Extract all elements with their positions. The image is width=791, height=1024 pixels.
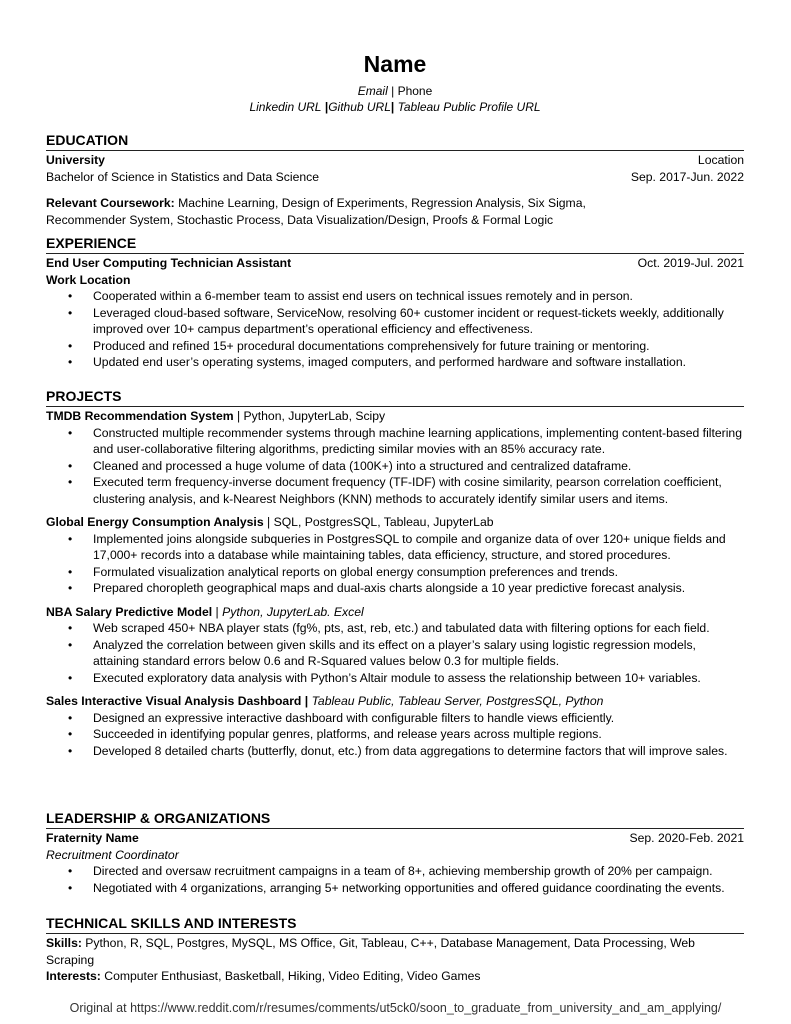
github-link[interactable]: Github URL (328, 100, 391, 114)
school-location: Location (697, 153, 744, 167)
project-item (46, 693, 744, 759)
linkedin-link[interactable]: Linkedin URL (249, 100, 322, 114)
section-title: EXPERIENCE (46, 234, 744, 254)
interests-line (46, 968, 744, 985)
project-item (46, 408, 744, 507)
education-row-1 (46, 152, 744, 169)
bullet-item: • Developed 8 detailed charts (butterfly, donut, etc.) from data aggregations to determine factors that will improve sales. (46, 743, 744, 760)
coursework-line-2: Recommender System, Stochastic Process, Data Visualization/Design, Proofs & Formal Logic (46, 212, 554, 227)
project-header: NBA Salary Predictive Model | Python, JupyterLab. Excel (46, 604, 364, 619)
section-title: PROJECTS (46, 387, 744, 407)
project-name: TMDB Recommendation System (46, 409, 234, 423)
bullet-item: • Formulated visualization analytical reports on global energy consumption preferences and trends. (46, 564, 744, 581)
org-bullets (46, 863, 744, 896)
tableau-link[interactable]: Tableau Public Profile URL (397, 100, 541, 114)
separator: | (390, 100, 395, 114)
bullet-item: • Constructed multiple recommender systems through machine learning applications, implementing content-based filtering and user-collaborative filtering algorithms, predicting similar movies with an 85% accuracy rate. (46, 425, 744, 458)
contact-line-1 (46, 83, 744, 100)
separator: | (324, 100, 329, 114)
bullet-item: • Succeeded in identifying popular genres, platforms, and release years across multiple regions. (46, 726, 744, 743)
bullet-item: • Cooperated within a 6-member team to assist end users on technical issues remotely and in person. (46, 288, 744, 305)
project-name: NBA Salary Predictive Model (46, 604, 213, 619)
org-dates: Sep. 2020-Feb. 2021 (629, 831, 744, 845)
project-item (46, 514, 744, 597)
skills-section (46, 914, 744, 985)
bullet-item: • Web scraped 450+ NBA player stats (fg%, pts, ast, reb, etc.) and tabulated data with filtering options for each field. (46, 620, 744, 637)
bullet-item: • Negotiated with 4 organizations, arranging 5+ networking opportunities and offered guidance coordinating the events. (46, 880, 744, 897)
org-header (46, 830, 744, 847)
interests-label: Interests: (46, 969, 101, 983)
job-bullets (46, 288, 744, 371)
coursework (46, 195, 744, 228)
contact-line-2 (46, 99, 744, 116)
bullet-item: • Directed and oversaw recruitment campaigns in a team of 8+, achieving membership growth of 20% per campaign. (46, 863, 744, 880)
project-bullets (46, 531, 744, 597)
interests-value: Computer Enthusiast, Basketball, Hiking, Video Editing, Video Games (104, 969, 481, 983)
source-footer: Original at https://www.reddit.com/r/resumes/comments/ut5ck0/soon_to_graduate_from_university_and_am_applying/ (69, 1001, 722, 1015)
education-row-2 (46, 169, 744, 186)
job-location: Work Location (46, 272, 131, 287)
job-dates: Oct. 2019-Jul. 2021 (637, 256, 744, 270)
bullet-item: • Executed exploratory data analysis with Python’s Altair module to assess the relationship between 10+ variables. (46, 670, 744, 687)
project-header: Sales Interactive Visual Analysis Dashboard | Tableau Public, Tableau Server, PostgresSQL, Python (46, 694, 604, 708)
bullet-item: • Leveraged cloud-based software, ServiceNow, resolving 60+ customer incident or request-tickets weekly, additionally improved over 10+ campus department’s operational efficiency and effectiveness. (46, 305, 744, 338)
leadership-section (46, 809, 744, 896)
bullet-item: • Cleaned and processed a huge volume of data (100K+) into a structured and centralized dataframe. (46, 458, 744, 475)
school-name: University (46, 153, 105, 167)
org-role: Recruitment Coordinator (46, 847, 179, 862)
org-name: Fraternity Name (46, 831, 139, 845)
section-title: EDUCATION (46, 131, 744, 151)
project-item (46, 604, 744, 687)
email-link[interactable]: Email (357, 84, 388, 98)
section-title: LEADERSHIP & ORGANIZATIONS (46, 809, 744, 829)
bullet-item: • Designed an expressive interactive dashboard with configurable filters to handle views efficiently. (46, 710, 744, 727)
project-tech: SQL, PostgresSQL, Tableau, JupyterLab (273, 515, 494, 529)
projects-section (46, 387, 744, 759)
phone: Phone (397, 84, 433, 98)
project-header: TMDB Recommendation System | Python, JupyterLab, Scipy (46, 409, 386, 423)
project-tech: Python, JupyterLab, Scipy (243, 409, 386, 423)
bullet-item: • Updated end user’s operating systems, imaged computers, and performed hardware and software installation. (46, 354, 744, 371)
project-tech: Python, JupyterLab. Excel (222, 604, 364, 619)
bullet-item: • Produced and refined 15+ procedural documentations comprehensively for future training or mentoring. (46, 338, 744, 355)
project-bullets (46, 710, 744, 760)
bullet-item: • Prepared choropleth geographical maps and dual-axis charts alongside a 10 year predictive forecast analysis. (46, 580, 744, 597)
job-role: End User Computing Technician Assistant (46, 256, 292, 270)
education-dates: Sep. 2017-Jun. 2022 (630, 169, 744, 184)
job-header (46, 255, 744, 272)
bullet-item: • Executed term frequency-inverse document frequency (TF-IDF) with cosine similarity, pearson correlation coefficient, clustering analysis, and k-Nearest Neighbors (KNN) methods to accurately identify similar users and items. (46, 474, 744, 507)
project-bullets (46, 620, 744, 686)
candidate-name: Name (363, 51, 427, 77)
project-tech: Tableau Public, Tableau Server, PostgresSQL, Python (311, 694, 604, 708)
coursework-line-1: Machine Learning, Design of Experiments, Regression Analysis, Six Sigma, (178, 196, 586, 210)
separator: | (391, 84, 395, 98)
degree: Bachelor of Science in Statistics and Data Science (46, 169, 320, 184)
skills-line (46, 935, 744, 968)
coursework-label: Relevant Coursework: (46, 196, 175, 210)
skills-value: Python, R, SQL, Postgres, MySQL, MS Office, Git, Tableau, C++, Database Management, Data Processing, Web Scraping (46, 936, 695, 967)
skills-label: Skills: (46, 936, 82, 950)
education-section (46, 131, 744, 228)
project-name: Sales Interactive Visual Analysis Dashboard (46, 694, 302, 708)
project-name: Global Energy Consumption Analysis (46, 515, 264, 529)
section-title: TECHNICAL SKILLS AND INTERESTS (46, 914, 744, 934)
project-bullets (46, 425, 744, 508)
experience-section (46, 234, 744, 371)
bullet-item: • Analyzed the correlation between given skills and its effect on a player’s salary using logistic regression models, attaining standard errors below 0.6 and R-Squared values below 0.3 for multiple fields. (46, 637, 744, 670)
bullet-item: • Implemented joins alongside subqueries in PostgresSQL to compile and organize data of over 120+ unique fields and 17,000+ records into a database while maintaining tables, data efficiency, structure, and stored procedures. (46, 531, 744, 564)
project-header: Global Energy Consumption Analysis | SQL, PostgresSQL, Tableau, JupyterLab (46, 515, 494, 529)
